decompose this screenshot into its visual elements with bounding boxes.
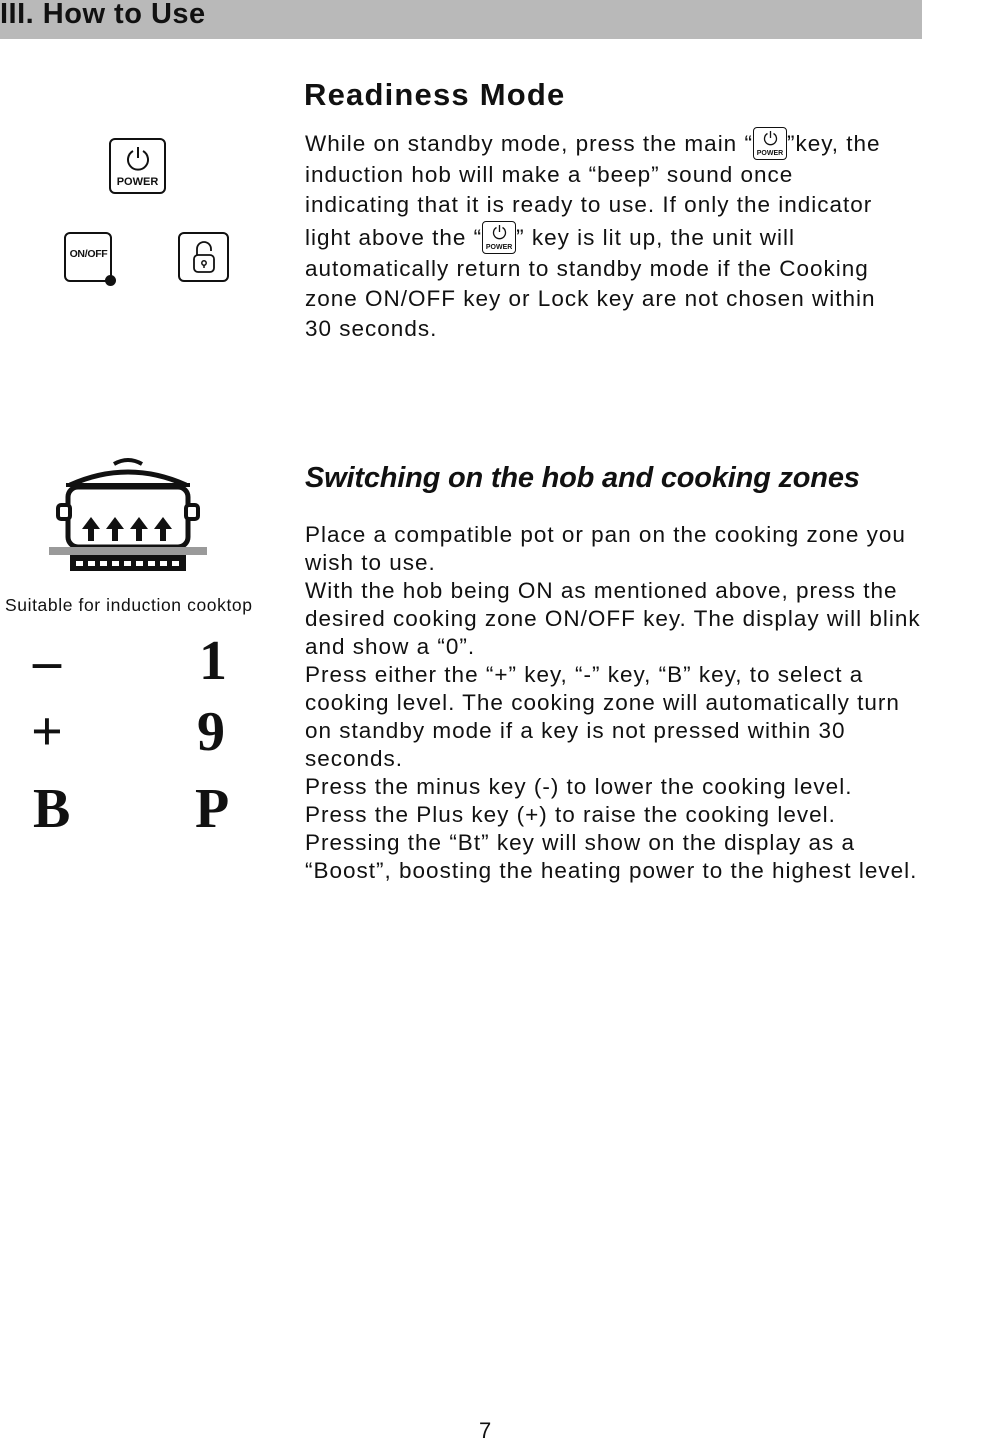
text-line — [305, 127, 982, 160]
onoff-key-illustration — [64, 232, 112, 282]
page-number: 7 — [479, 1418, 492, 1443]
lock-key-illustration — [178, 232, 229, 282]
text-fragment: light above the “ — [305, 224, 483, 250]
pot-caption: Suitable for induction cooktop — [5, 595, 253, 615]
level-one-symbol: 1 — [199, 630, 227, 692]
text-line: Press the minus key (-) to lower the cooking level. — [305, 774, 853, 799]
power-icon — [763, 130, 778, 146]
power-key-label: POWER — [116, 176, 159, 188]
text-line: cooking level. The cooking zone will automatically turn — [305, 690, 900, 715]
section-heading: III. How to Use — [0, 0, 206, 30]
section-header-bar — [0, 0, 922, 39]
text-line: With the hob being ON as mentioned above, press the — [305, 578, 898, 603]
text-line: on standby mode if a key is not pressed within 30 — [305, 718, 846, 743]
inline-power-key-label: POWER — [756, 150, 784, 157]
text-line: indicating that it is ready to use. If only the indicator — [305, 192, 873, 218]
readiness-description — [305, 127, 982, 344]
switching-title: Switching on the hob and cooking zones — [305, 462, 860, 494]
text-fragment: While on standby mode, press the main “ — [305, 131, 753, 156]
onoff-key-label: ON/OFF — [69, 248, 108, 260]
power-key-illustration — [109, 138, 166, 194]
level-nine-symbol: 9 — [197, 701, 225, 763]
text-line: 30 seconds. — [305, 316, 438, 342]
boost-symbol: B — [33, 778, 71, 840]
text-fragment: ”key, the — [786, 131, 881, 156]
plus-symbol: + — [31, 701, 63, 763]
text-line: automatically return to standby mode if the Cooking — [305, 255, 869, 281]
unlock-icon — [192, 240, 216, 274]
power-icon — [492, 224, 507, 240]
text-line: “Boost”, boosting the heating power to the highest level. — [305, 858, 918, 883]
power-icon — [125, 145, 151, 171]
inline-power-key-label: POWER — [485, 243, 513, 251]
indicator-dot — [105, 275, 116, 286]
minus-symbol: – — [33, 630, 61, 692]
text-line: Pressing the “Bt” key will show on the display as a — [305, 830, 855, 855]
inline-power-key — [753, 127, 787, 160]
text-line: seconds. — [305, 746, 404, 771]
readiness-mode-title: Readiness Mode — [304, 77, 566, 112]
text-line: Press either the “+” key, “-” key, “B” key, to select a — [305, 662, 864, 687]
text-line: zone ON/OFF key or Lock key are not chosen within — [305, 285, 876, 311]
text-line: wish to use. — [305, 550, 436, 575]
inline-power-key — [482, 221, 516, 254]
text-line: Press the Plus key (+) to raise the cooking level. — [305, 802, 836, 827]
pause-symbol: P — [195, 778, 230, 840]
text-line: induction hob will make a “beep” sound once — [305, 162, 794, 187]
switching-description — [305, 521, 982, 885]
text-fragment: ” key is lit up, the unit will — [516, 224, 795, 250]
text-line — [305, 221, 982, 254]
text-line: and show a “0”. — [305, 634, 476, 659]
text-line: Place a compatible pot or pan on the cooking zone you — [305, 522, 906, 547]
induction-pot-icon — [48, 455, 208, 575]
text-line: desired cooking zone ON/OFF key. The display will blink — [305, 606, 921, 631]
